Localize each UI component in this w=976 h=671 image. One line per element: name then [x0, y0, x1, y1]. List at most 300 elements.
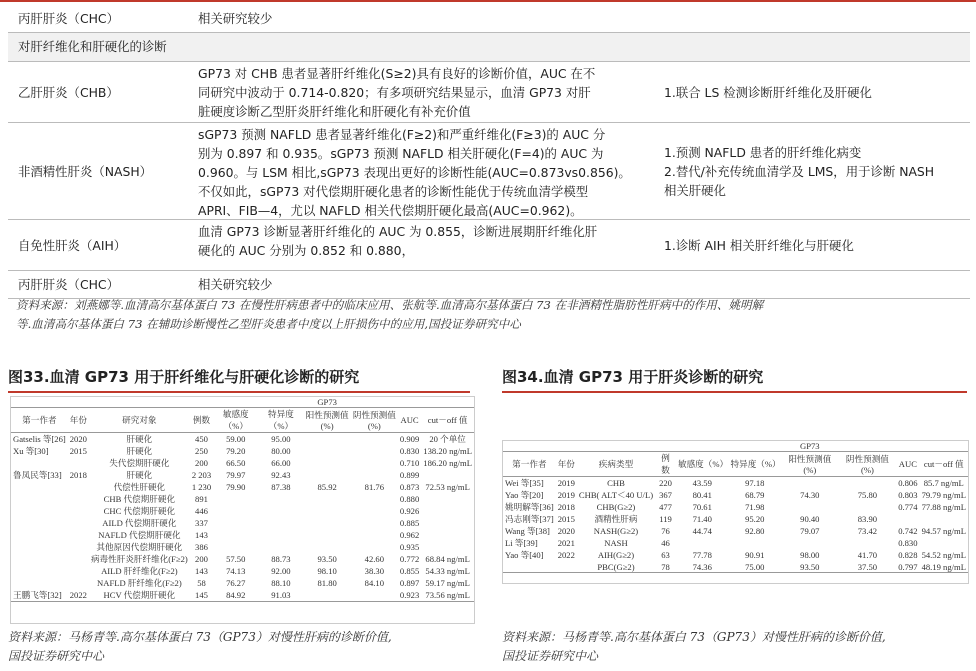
figure-34-table-image — [502, 440, 969, 584]
table-cell: 其他原因代偿期肝硬化 — [96, 542, 183, 552]
table-cell — [213, 541, 258, 553]
table-cell: 2020 — [557, 526, 575, 536]
table-cell: 74.13 — [226, 566, 246, 576]
table-cell — [304, 457, 351, 469]
table-cell: CHB(G≥2) — [596, 502, 636, 512]
application-line: 2.替代/补充传统血清学及 LMS，用于诊断 NASH — [664, 163, 935, 179]
table-cell — [503, 561, 556, 573]
table-cell — [351, 433, 398, 446]
table-cell: CHC 代偿期肝硬化 — [103, 506, 176, 516]
table-cell: 119 — [659, 514, 672, 524]
table-cell: 0.873 — [399, 482, 420, 492]
table-cell: Xu 等[30] — [13, 446, 49, 456]
source-line: 资料来源：马杨青等.高尔基体蛋白 73（GP73）对慢性肝病的诊断价值, — [8, 630, 392, 644]
table-cell: 0.772 — [399, 554, 420, 564]
table-cell — [351, 457, 398, 469]
column-header: 第一作者 — [503, 452, 556, 477]
column-header: AUC — [896, 452, 919, 477]
table-cell: 97.18 — [745, 478, 765, 488]
table-cell — [421, 517, 474, 529]
table-cell — [213, 505, 258, 517]
table-cell — [68, 577, 89, 589]
table-cell: 20 个单位 — [429, 434, 466, 444]
column-header: 阴性预测值(%) — [351, 408, 398, 433]
figure-34-title: 图34.血清 GP73 用于肝炎诊断的研究 — [502, 366, 967, 393]
table-cell: 75.00 — [729, 561, 782, 573]
table-cell: 93.50 — [317, 554, 337, 564]
table-cell — [781, 477, 839, 490]
table-cell: 肝硬化 — [126, 470, 153, 480]
figure-33-source — [8, 628, 478, 666]
table-cell: 88.10 — [271, 578, 291, 588]
research-line: 脏硬度诊断乙型肝炎肝纤维化和肝硬化有补充价值 — [198, 104, 471, 119]
table-cell — [68, 541, 89, 553]
table-cell: 66.50 — [226, 458, 246, 468]
source-line: 等.血清高尔基体蛋白 73 在辅助诊断慢性乙型肝炎患者中度以上肝损伤中的应用,国投证券研究中心 — [16, 317, 521, 331]
table-cell — [729, 537, 782, 549]
table-cell: 70.61 — [692, 502, 712, 512]
table-cell: 83.90 — [857, 514, 878, 524]
table-cell — [11, 517, 68, 529]
column-header: cut－off 值 — [421, 408, 474, 433]
table-cell — [304, 445, 351, 457]
table-cell — [920, 537, 968, 549]
row-hbv — [8, 62, 970, 123]
table-cell — [896, 513, 919, 525]
disease-cell: 乙肝肝炎（CHB） — [18, 84, 119, 100]
table-cell: 0.797 — [898, 561, 918, 572]
column-header: 阳性预测值(%) — [304, 408, 351, 433]
table-cell: 143 — [195, 530, 208, 540]
table-cell: 2021 — [557, 538, 575, 548]
research-line: 血清 GP73 诊断显著肝纤维化的 AUC 为 0.855，诊断进展期肝纤维化肝 — [198, 224, 598, 239]
column-header: 例数 — [190, 408, 213, 433]
section-header: 对肝纤维化和肝硬化的诊断 — [18, 39, 167, 54]
table-cell: 74.30 — [800, 490, 820, 500]
table-cell: 145 — [190, 589, 213, 602]
figure-33-table-image — [10, 396, 475, 624]
table-cell — [351, 529, 398, 541]
table-cell: 44.74 — [692, 526, 712, 536]
table-cell: 66.00 — [271, 458, 291, 468]
table-cell — [68, 517, 89, 529]
table-cell: 54.33 ng/mL — [425, 566, 470, 576]
table-cell: 71.40 — [692, 514, 712, 524]
disease-cell: 丙肝肝炎（CHC） — [18, 10, 119, 26]
table-cell: 38.30 — [364, 566, 384, 576]
table-cell — [258, 493, 303, 505]
table-cell: 失代偿期肝硬化 — [109, 458, 170, 468]
table-cell — [11, 577, 68, 589]
table-cell — [351, 589, 398, 602]
table-cell: 58 — [197, 578, 206, 588]
table-cell: AILD 肝纤维化(F≥2) — [101, 566, 178, 576]
table-cell: 143 — [195, 566, 208, 576]
table-row — [11, 517, 474, 529]
figure-34-table — [503, 441, 968, 573]
table-cell: 2022 — [557, 550, 575, 560]
table-row — [503, 477, 968, 490]
table-cell: 85.92 — [317, 482, 337, 492]
research-cell: 相关研究较少 — [198, 277, 273, 292]
disease-cell: 自免性肝炎（AIH） — [18, 237, 127, 253]
table-cell: 77.88 ng/mL — [921, 502, 966, 512]
source-line: 资料来源：刘燕娜等.血清高尔基体蛋白 73 在慢性肝病患者中的临床应用、张航等.血清高尔基体蛋白 73 在非酒精性脂肪性肝病中的作用、姚明解 — [16, 298, 764, 312]
table-cell: NASH(G≥2) — [593, 526, 639, 536]
column-header: 阳性预测值(%) — [781, 452, 839, 477]
research-cell — [188, 220, 658, 270]
top-rule — [0, 0, 976, 2]
table-row — [11, 433, 474, 446]
table-cell — [781, 501, 839, 513]
table-cell: 2 203 — [191, 470, 212, 480]
table-cell — [11, 493, 68, 505]
table-cell — [68, 505, 89, 517]
table-cell: 88.73 — [271, 554, 291, 564]
table-cell: Gatselis 等[26] — [13, 434, 66, 444]
research-line: sGP73 预测 NAFLD 患者显著纤维化(F≥2)和严重纤维化(F≥3)的 AUC 分 — [198, 127, 606, 142]
table-cell — [421, 493, 474, 505]
column-header: AUC — [398, 408, 421, 433]
table-row — [11, 505, 474, 517]
table-cell: 76 — [661, 526, 670, 536]
section-header-row — [8, 33, 970, 62]
main-table — [8, 4, 970, 299]
table-row — [11, 529, 474, 541]
table-cell — [11, 481, 68, 493]
table-row — [11, 457, 474, 469]
table-cell: 姚明解等[36] — [505, 502, 554, 512]
table-row — [11, 445, 474, 457]
column-header: 特异度（%） — [258, 408, 303, 433]
table-cell: 0.880 — [399, 494, 420, 504]
table-cell — [676, 537, 729, 549]
table-cell — [304, 541, 351, 553]
table-cell — [304, 433, 351, 446]
application-line: 相关肝硬化 — [664, 182, 726, 198]
table-cell — [556, 561, 577, 573]
row-hcv-top — [8, 4, 970, 33]
table-cell: 87.38 — [271, 482, 291, 492]
table-cell: CHB — [607, 478, 625, 488]
table-cell: 王鹏飞等[32] — [11, 589, 68, 602]
research-line: APRI、FIB—4，尤以 NAFLD 相关代偿期肝硬化最高(AUC=0.962)。 — [198, 203, 583, 218]
table-cell: 91.03 — [258, 589, 303, 602]
source-line: 资料来源：马杨青等.高尔基体蛋白 73（GP73）对慢性肝病的诊断价值, — [502, 630, 886, 644]
table-cell: 酒精性肝病 — [594, 514, 638, 524]
table-cell: 0.710 — [399, 458, 420, 468]
table-cell: 477 — [659, 502, 672, 512]
table-row — [11, 493, 474, 505]
table-cell: 0.899 — [399, 470, 420, 480]
table-cell — [213, 529, 258, 541]
table-cell — [351, 517, 398, 529]
table-cell: 79.20 — [226, 446, 246, 456]
table-cell: 2019 — [557, 478, 575, 488]
disease-cell: 丙肝肝炎（CHC） — [18, 277, 119, 292]
table-cell: 46 — [661, 538, 670, 548]
table-cell: CHB( ALT＜40 U/L) — [578, 490, 654, 500]
table-cell: 75.80 — [857, 490, 878, 500]
column-header: 研究对象 — [89, 408, 190, 433]
table-cell: 337 — [195, 518, 208, 528]
column-header: 年份 — [68, 408, 89, 433]
table-cell: 2015 — [557, 514, 575, 524]
table-cell: 0.926 — [399, 506, 420, 516]
research-line: 0.960。与 LSM 相比,sGP73 表现出更好的诊断性能(AUC=0.873vs0.856)。 — [198, 165, 631, 180]
table-cell: 0.935 — [399, 542, 420, 552]
table-cell: 79.97 — [226, 470, 246, 480]
application-line: 1.预测 NAFLD 患者的肝纤维化病变 — [664, 144, 862, 160]
research-cell: 相关研究较少 — [198, 10, 273, 26]
table-cell: 0.855 — [399, 566, 420, 576]
table-cell — [11, 505, 68, 517]
table-cell: 0.830 — [898, 538, 918, 548]
table-cell: 肝硬化 — [126, 434, 153, 444]
table-cell: 病毒性肝炎肝纤维化(F≥2) — [90, 554, 188, 564]
column-header: 特异度（%） — [729, 452, 782, 477]
table-cell: 446 — [195, 506, 208, 516]
table-cell: 98.00 — [800, 550, 820, 560]
table-cell: 81.80 — [317, 578, 337, 588]
column-header: 年份 — [556, 452, 577, 477]
table-row — [503, 525, 968, 537]
research-line: 不仅如此，sGP73 对代偿期肝硬化患者的诊断性能优于传统血清学模型 — [198, 184, 589, 199]
research-line: 硬化的 AUC 分别为 0.852 和 0.880， — [198, 243, 414, 258]
table-cell — [421, 529, 474, 541]
table-row — [11, 577, 474, 589]
table-cell — [68, 529, 89, 541]
table-cell — [421, 505, 474, 517]
table-cell: 73.42 — [857, 526, 878, 536]
table-cell: HCV 代偿期肝硬化 — [89, 589, 190, 602]
table-row — [11, 481, 474, 493]
table-cell: 2015 — [69, 446, 87, 456]
table-cell — [351, 505, 398, 517]
table-cell: 2018 — [557, 502, 575, 512]
table-cell — [839, 501, 897, 513]
table-cell — [11, 553, 68, 565]
figure-33-table — [11, 397, 474, 602]
table-cell: 68.79 — [745, 490, 765, 500]
table-row — [11, 553, 474, 565]
row-aih — [8, 220, 970, 271]
table-cell: 81.76 — [364, 482, 384, 492]
application-cell: 1.联合 LS 检测诊断肝纤维化及肝硬化 — [664, 84, 872, 100]
table-cell: 2020 — [69, 434, 87, 444]
table-cell: 0.803 — [898, 490, 918, 500]
table-cell: 63 — [661, 550, 670, 560]
table-cell — [258, 529, 303, 541]
table-cell: 92.00 — [271, 566, 291, 576]
table-cell: CHB 代偿期肝硬化 — [103, 494, 176, 504]
row-hcv-bottom — [8, 271, 970, 299]
table-cell: 93.50 — [781, 561, 839, 573]
table-cell: 0.897 — [399, 578, 420, 588]
table-cell: NAFLD 代偿期肝硬化 — [98, 530, 181, 540]
table-row — [503, 561, 968, 573]
table-cell: 95.20 — [745, 514, 765, 524]
column-header: 例数 — [655, 452, 676, 477]
table-cell: 73.56 ng/mL — [421, 589, 474, 602]
table-cell: 367 — [659, 490, 672, 500]
table-cell — [421, 541, 474, 553]
table-cell: 891 — [195, 494, 208, 504]
application-cell — [658, 4, 970, 32]
table-cell: 450 — [195, 434, 208, 444]
table-cell: Wang 等[38] — [505, 526, 550, 536]
table-cell: 250 — [195, 446, 208, 456]
disease-cell: 非酒精性肝炎（NASH） — [18, 163, 153, 179]
table-cell: 80.00 — [271, 446, 291, 456]
table-row — [503, 501, 968, 513]
column-header: cut－off 值 — [920, 452, 968, 477]
table-cell — [304, 529, 351, 541]
header-row — [11, 408, 474, 433]
table-cell: 90.91 — [745, 550, 765, 560]
table-cell: 0.909 — [399, 434, 420, 444]
column-header: 敏感度（%） — [676, 452, 729, 477]
table-row — [11, 541, 474, 553]
table-cell — [351, 445, 398, 457]
table-cell — [258, 505, 303, 517]
table-row — [11, 565, 474, 577]
table-cell — [258, 541, 303, 553]
table-cell: 78 — [655, 561, 676, 573]
table-cell: 79.07 — [800, 526, 820, 536]
research-line: 别为 0.897 和 0.935。sGP73 预测 NAFLD 相关肝硬化(F=4)的 AUC 为 — [198, 146, 604, 161]
table-cell — [351, 541, 398, 553]
table-cell: 1 230 — [191, 482, 212, 492]
table-cell: 95.00 — [271, 434, 291, 444]
table-cell: 0.885 — [399, 518, 420, 528]
table-cell — [68, 493, 89, 505]
table-cell — [304, 493, 351, 505]
table-cell: 0.923 — [399, 590, 420, 600]
table-cell: 0.806 — [898, 478, 918, 488]
table-cell: 386 — [195, 542, 208, 552]
table-cell — [351, 493, 398, 505]
table-cell: 2022 — [69, 590, 87, 600]
table-cell: 80.41 — [692, 490, 712, 500]
group-header: GP73 — [304, 397, 351, 408]
table-cell: 92.43 — [271, 470, 291, 480]
research-line: 同研究中波动于 0.714-0.820；有多项研究结果显示，血清 GP73 对肝 — [198, 85, 591, 100]
table-cell: 200 — [195, 554, 208, 564]
table-cell — [920, 513, 968, 525]
table-cell — [68, 553, 89, 565]
table-cell — [11, 529, 68, 541]
table-cell — [213, 493, 258, 505]
table-cell: 冯志刚等[37] — [505, 514, 554, 524]
table-cell: NASH — [604, 538, 628, 548]
table-cell: 0.742 — [898, 526, 918, 536]
table-cell: 85.7 ng/mL — [923, 478, 964, 488]
table-cell: 84.10 — [364, 578, 384, 588]
table-cell: 94.57 ng/mL — [921, 526, 966, 536]
table-cell: AILD 代偿期肝硬化 — [102, 518, 177, 528]
table-row — [503, 549, 968, 561]
application-cell: 1.诊断 AIH 相关肝纤维化与肝硬化 — [664, 237, 854, 253]
table-row — [503, 513, 968, 525]
source-note-main — [16, 296, 966, 334]
table-cell: 48.19 ng/mL — [920, 561, 968, 573]
table-cell: 0.962 — [399, 530, 420, 540]
table-cell: 37.50 — [839, 561, 897, 573]
table-cell: 79.90 — [226, 482, 246, 492]
table-row — [11, 469, 474, 481]
table-cell — [304, 505, 351, 517]
table-cell: 200 — [195, 458, 208, 468]
table-cell: 0.830 — [399, 446, 420, 456]
application-cell — [658, 123, 970, 219]
column-header: 敏感度（%） — [213, 408, 258, 433]
table-cell: 42.60 — [364, 554, 384, 564]
table-cell: 71.98 — [745, 502, 765, 512]
table-cell — [11, 457, 68, 469]
table-cell: Wei 等[35] — [505, 478, 544, 488]
table-cell: 2018 — [69, 470, 87, 480]
column-header: 第一作者 — [11, 408, 68, 433]
application-cell — [658, 271, 970, 298]
table-cell: 代偿性肝硬化 — [113, 482, 166, 492]
table-cell: Li 等[39] — [505, 538, 538, 548]
research-cell — [188, 62, 658, 122]
table-cell: 0.774 — [898, 502, 918, 512]
table-cell: 77.78 — [692, 550, 712, 560]
table-cell: 76.27 — [226, 578, 246, 588]
table-cell: 79.79 ng/mL — [921, 490, 966, 500]
table-cell: 2019 — [557, 490, 575, 500]
table-cell — [11, 541, 68, 553]
table-cell — [304, 517, 351, 529]
table-cell: Yao 等[20] — [505, 490, 544, 500]
table-cell: 59.00 — [226, 434, 246, 444]
table-cell — [68, 457, 89, 469]
column-header: 疾病类型 — [577, 452, 655, 477]
table-cell: NAFLD 肝纤维化(F≥2) — [97, 578, 182, 588]
table-cell — [421, 469, 474, 481]
table-cell — [213, 517, 258, 529]
table-cell: 43.59 — [692, 478, 712, 488]
table-cell: 鲁凤民等[33] — [13, 470, 62, 480]
table-cell: 186.20 ng/mL — [423, 458, 472, 468]
table-cell: 54.52 ng/mL — [921, 550, 966, 560]
table-cell — [68, 565, 89, 577]
table-cell: 肝硬化 — [126, 446, 153, 456]
table-cell — [351, 469, 398, 481]
table-cell — [11, 565, 68, 577]
table-cell: 59.17 ng/mL — [425, 578, 470, 588]
research-line: GP73 对 CHB 患者显著肝纤维化(S≥2)具有良好的诊断价值，AUC 在不 — [198, 66, 596, 81]
table-cell: 57.50 — [226, 554, 246, 564]
table-cell: PBC(G≥2) — [577, 561, 655, 573]
group-header-row — [503, 441, 968, 452]
source-line: 国投证券研究中心 — [502, 649, 599, 663]
group-header: GP73 — [781, 441, 839, 452]
table-cell: Yao 等[40] — [505, 550, 544, 560]
group-header-row — [11, 397, 474, 408]
column-header: 阴性预测值(%) — [839, 452, 897, 477]
source-line: 国投证券研究中心 — [8, 649, 105, 663]
table-cell: 0.828 — [898, 550, 918, 560]
table-row — [503, 489, 968, 501]
table-cell — [304, 469, 351, 481]
figure-34-source — [502, 628, 970, 666]
table-cell — [68, 481, 89, 493]
table-cell: 74.36 — [676, 561, 729, 573]
research-cell — [188, 123, 658, 219]
